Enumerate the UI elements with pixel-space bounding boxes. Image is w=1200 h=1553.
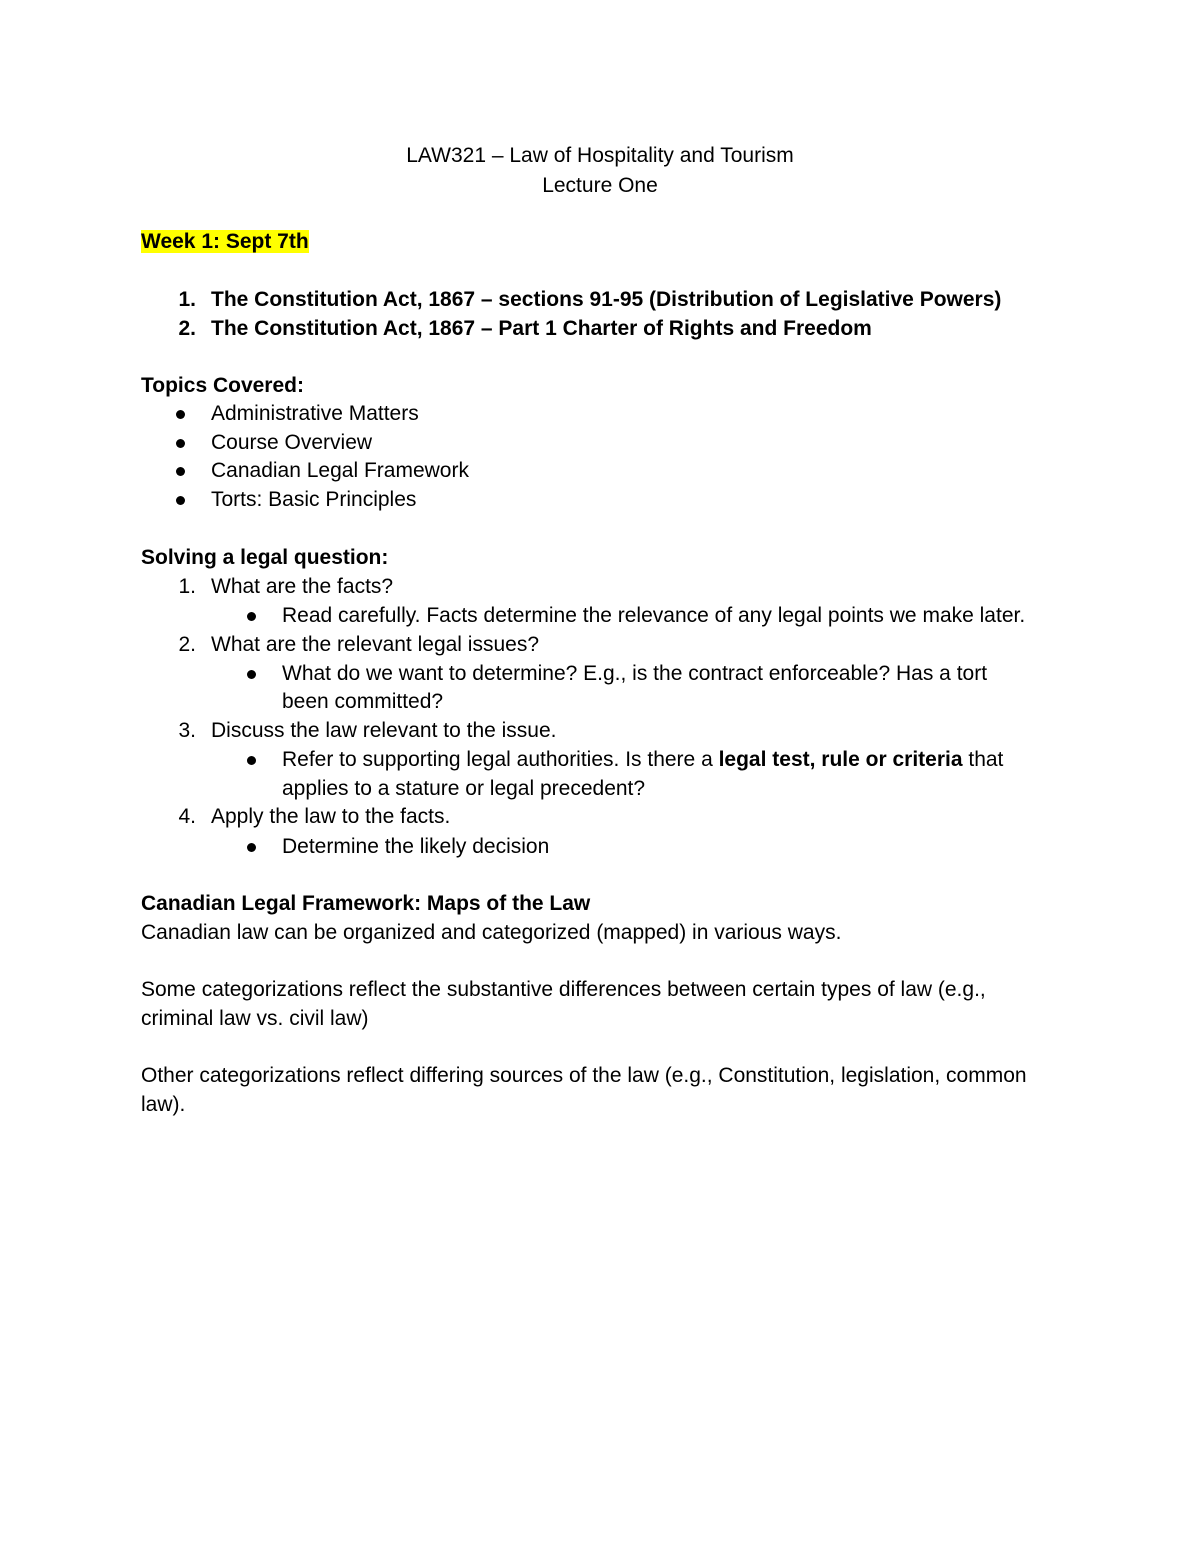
bullet-icon <box>176 467 185 476</box>
topic-item: Course Overview <box>211 431 373 454</box>
week-label-highlight: Week 1: Sept 7th <box>141 230 309 253</box>
topic-item: Administrative Matters <box>211 402 419 425</box>
step-detail-emphasis: legal test, rule or criteria <box>718 748 963 771</box>
step-item: What are the facts? <box>211 575 394 598</box>
step-item: Apply the law to the facts. <box>211 805 451 828</box>
step-detail: What do we want to determine? E.g., is the contract enforceable? Has a tort <box>282 662 988 685</box>
reading-number: 2. <box>178 317 196 340</box>
paragraph-line: Other categorizations reflect differing sources of the law (e.g., Constitution, legislation, common <box>141 1064 1027 1087</box>
course-title: LAW321 – Law of Hospitality and Tourism <box>406 144 794 167</box>
step-detail-continued: applies to a stature or legal precedent? <box>282 777 646 800</box>
bullet-icon <box>247 670 256 679</box>
lecture-title: Lecture One <box>542 174 658 197</box>
bullet-icon <box>247 756 256 765</box>
step-detail <box>282 746 1003 774</box>
framework-intro: Canadian law can be organized and categorized (mapped) in various ways. <box>141 921 842 944</box>
step-number: 4. <box>178 805 196 828</box>
step-detail: Read carefully. Facts determine the relevance of any legal points we make later. <box>282 604 1026 627</box>
step-item: Discuss the law relevant to the issue. <box>211 719 557 742</box>
step-detail-text: that <box>962 748 1004 771</box>
step-number: 2. <box>178 633 196 656</box>
bullet-icon <box>247 843 256 852</box>
week-label <box>141 228 309 256</box>
step-detail-text: Refer to supporting legal authorities. Is there a <box>282 748 719 771</box>
paragraph-line: law). <box>141 1093 186 1116</box>
framework-heading: Canadian Legal Framework: Maps of the Law <box>141 892 591 915</box>
reading-item: The Constitution Act, 1867 – sections 91-95 (Distribution of Legislative Powers) <box>211 288 1002 311</box>
step-number: 3. <box>178 719 196 742</box>
step-item: What are the relevant legal issues? <box>211 633 540 656</box>
solving-heading: Solving a legal question: <box>141 546 389 569</box>
reading-item: The Constitution Act, 1867 – Part 1 Charter of Rights and Freedom <box>211 317 872 340</box>
topic-item: Torts: Basic Principles <box>211 488 417 511</box>
bullet-icon <box>247 612 256 621</box>
topic-item: Canadian Legal Framework <box>211 459 469 482</box>
bullet-icon <box>176 496 185 505</box>
step-detail-continued: been committed? <box>282 690 444 713</box>
bullet-icon <box>176 410 185 419</box>
topics-heading: Topics Covered: <box>141 374 304 397</box>
reading-number: 1. <box>178 288 196 311</box>
paragraph-line: criminal law vs. civil law) <box>141 1007 369 1030</box>
step-number: 1. <box>178 575 196 598</box>
step-detail: Determine the likely decision <box>282 835 550 858</box>
bullet-icon <box>176 439 185 448</box>
paragraph-line: Some categorizations reflect the substantive differences between certain types of law (e.g., <box>141 978 986 1001</box>
